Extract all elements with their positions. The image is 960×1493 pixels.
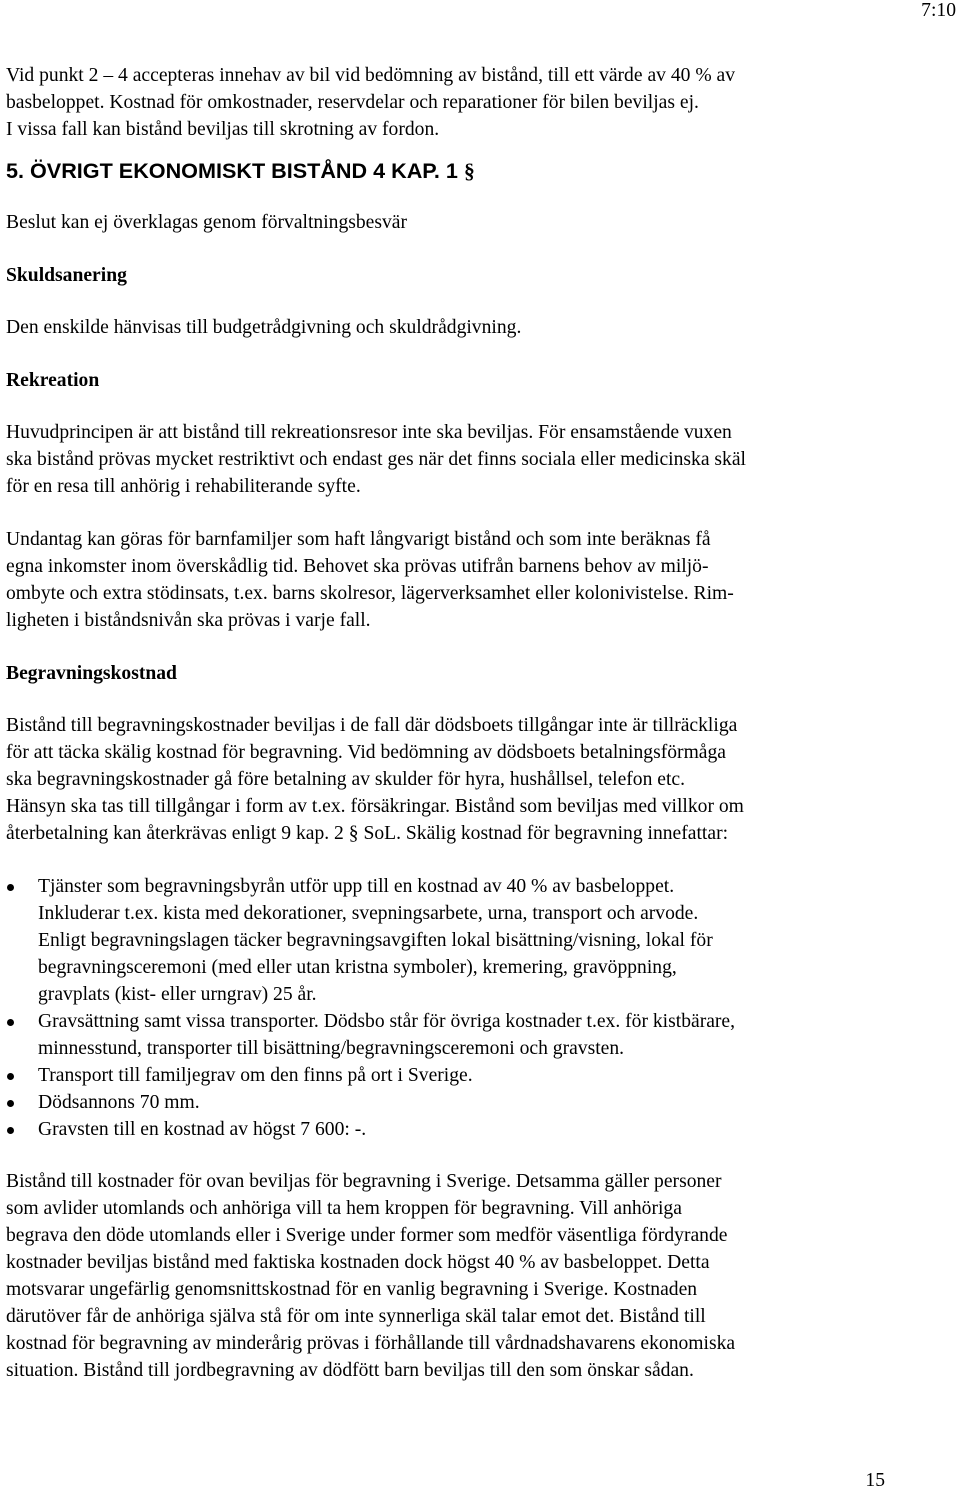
page-number: 15 [865,1470,885,1491]
text-line: Vid punkt 2 – 4 accepteras innehav av bil vid bedömning av bistånd, till ett värde av 40 % av [6,65,736,86]
text-line: gravplats (kist- eller urngrav) 25 år. [38,984,317,1005]
list-item [6,1116,950,1143]
text-line: begrava den döde utomlands eller i Sverige under former som medför väsentliga fördyrande [6,1225,728,1246]
text-line: motsvarar ungefärlig genomsnittskostnad för en vanlig begravning i Sverige. Kostnaden [6,1279,698,1300]
text-line: därutöver får de anhöriga själva stå för om inte synnerliga skäl talar emot det. Bistånd till [6,1306,706,1327]
text-line: ska begravningskostnader gå före betalning av skulder för hyra, hushållsel, telefon etc. [6,769,686,790]
heading-begravningskostnad: Begravningskostnad [6,663,177,684]
list-item [6,1089,950,1116]
list-item [6,873,950,1008]
chapter-heading-text: 5. ÖVRIGT EKONOMISKT BISTÅND 4 KAP. 1 [6,158,464,183]
section-sign: § [463,159,475,183]
begravning-paragraph-1 [6,712,950,847]
text-line: Inkluderar t.ex. kista med dekorationer, svepningsarbete, urna, transport och arvode. [38,903,699,924]
text-line: I vissa fall kan bistånd beviljas till skrotning av fordon. [6,119,440,140]
cost-bullet-list [6,873,950,1143]
text-line: Huvudprincipen är att bistånd till rekreationsresor inte ska beviljas. För ensamstående vuxen [6,422,732,443]
text-line: ska bistånd prövas mycket restriktivt och endast ges när det finns sociala eller medicinska skäl [6,449,746,470]
document-body [6,62,950,1410]
text-line: situation. Bistånd till jordbegravning av dödfött barn beviljas till den som önskar sådan. [6,1360,694,1381]
text-line: kostnader beviljas bistånd med faktiska kostnaden dock högst 40 % av basbeloppet. Detta [6,1252,710,1273]
heading-rekreation: Rekreation [6,370,100,391]
list-item [6,1008,950,1062]
text-line: Tjänster som begravningsbyrån utför upp till en kostnad av 40 % av basbeloppet. [38,876,675,897]
text-line: som avlider utomlands och anhöriga vill ta hem kroppen för begravning. Vill anhöriga [6,1198,682,1219]
text-line: Enligt begravningslagen täcker begravningsavgiften lokal bisättning/visning, lokal för [38,930,713,951]
appeal-note: Beslut kan ej överklagas genom förvaltningsbesvär [6,212,408,233]
list-item [6,1062,950,1089]
text-line: Gravsättning samt vissa transporter. Dödsbo står för övriga kostnader t.ex. för kistbärare, [38,1011,736,1032]
chapter-heading [6,157,950,185]
text-line: återbetalning kan återkrävas enligt 9 kap. 2 § SoL. Skälig kostnad för begravning innefattar: [6,823,729,844]
text-line: Hänsyn ska tas till tillgångar i form av t.ex. försäkringar. Bistånd som beviljas med villkor om [6,796,744,817]
text-line: Gravsten till en kostnad av högst 7 600: -. [38,1119,367,1140]
text-line: Bistånd till begravningskostnader beviljas i de fall där dödsboets tillgångar inte är tillräckliga [6,715,738,736]
rekreation-paragraph-2 [6,526,950,634]
text-line: basbeloppet. Kostnad för omkostnader, reservdelar och reparationer för bilen beviljas ej. [6,92,699,113]
text-line: ombyte och extra stödinsats, t.ex. barns skolresor, lägerverksamhet eller kolonivistelse. Rim- [6,583,734,604]
heading-skuldsanering: Skuldsanering [6,265,127,286]
text-line: minnesstund, transporter till bisättning/begravningsceremoni och gravsten. [38,1038,625,1059]
text-line: Undantag kan göras för barnfamiljer som haft långvarigt bistånd och som inte beräknas få [6,529,711,550]
begravning-paragraph-2 [6,1168,950,1384]
text-line: egna inkomster inom överskådlig tid. Behovet ska prövas utifrån barnens behov av miljö- [6,556,709,577]
text-line: för att täcka skälig kostnad för begravning. Vid bedömning av dödsboets betalningsförmåga [6,742,726,763]
text-line: för en resa till anhörig i rehabiliterande syfte. [6,476,361,497]
text-line: Bistånd till kostnader för ovan beviljas för begravning i Sverige. Detsamma gäller personer [6,1171,722,1192]
skuldsanering-paragraph: Den enskilde hänvisas till budgetrådgivning och skuldrådgivning. [6,317,522,338]
text-line: Transport till familjegrav om den finns på ort i Sverige. [38,1065,473,1086]
text-line: begravningsceremoni (med eller utan kristna symboler), kremering, gravöppning, [38,957,677,978]
page-reference: 7:10 [921,0,956,21]
text-line: Dödsannons 70 mm. [38,1092,200,1113]
text-line: ligheten i biståndsnivån ska prövas i varje fall. [6,610,371,631]
text-line: kostnad för begravning av minderårig prövas i förhållande till vårdnadshavarens ekonomiska [6,1333,736,1354]
intro-paragraph [6,62,950,143]
rekreation-paragraph-1 [6,419,950,500]
